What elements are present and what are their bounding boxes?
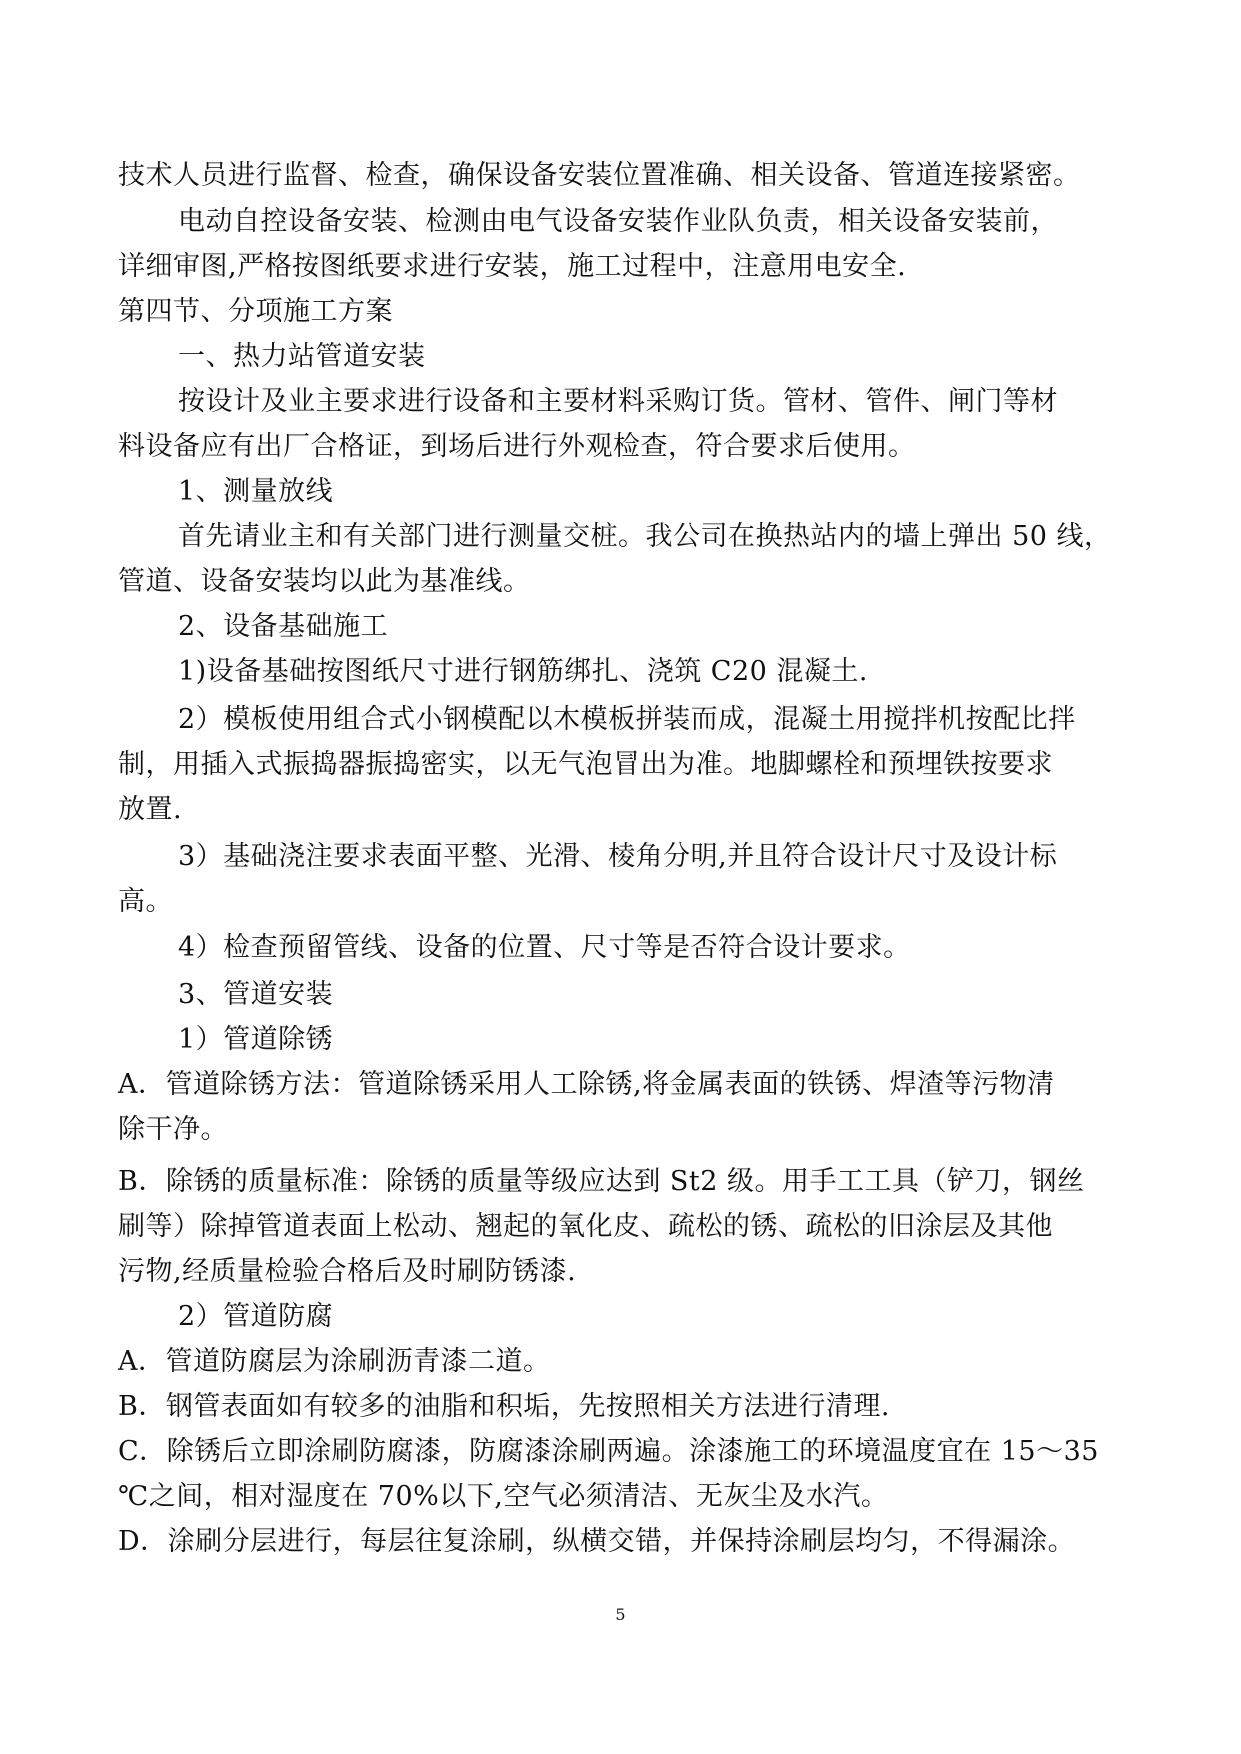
body-line: 技术人员进行监督、检查，确保设备安装位置准确、相关设备、管道连接紧密。 [118, 160, 1081, 191]
body-line: 放置. [118, 794, 183, 825]
body-line: 1)设备基础按图纸尺寸进行钢筋绑扎、浇筑 C20 混凝土. [178, 656, 868, 687]
item-heading: 2、设备基础施工 [178, 611, 389, 642]
body-line: 污物,经质量检验合格后及时刷防锈漆. [118, 1256, 577, 1287]
body-line: 电动自控设备安装、检测由电气设备安装作业队负责，相关设备安装前， [178, 206, 1058, 237]
body-line: 2）模板使用组合式小钢模配以木模板拼装而成，混凝土用搅拌机按配比拌 [178, 704, 1076, 735]
body-line: 制，用插入式振捣器振捣密实，以无气泡冒出为准。地脚螺栓和预埋铁按要求 [118, 749, 1053, 780]
body-line: ℃之间，相对湿度在 70%以下,空气必须清洁、无灰尘及水汽。 [118, 1481, 889, 1512]
item-heading: 3、管道安装 [178, 979, 334, 1010]
body-line: C．除锈后立即涂刷防腐漆，防腐漆涂刷两遍。涂漆施工的环境温度宜在 15～35 [118, 1436, 1099, 1467]
body-line: 3）基础浇注要求表面平整、光滑、棱角分明,并且符合设计尺寸及设计标 [178, 841, 1058, 872]
body-line: 管道、设备安装均以此为基准线。 [118, 566, 531, 597]
body-line: 4）检查预留管线、设备的位置、尺寸等是否符合设计要求。 [178, 932, 911, 963]
body-line: 除干净。 [118, 1114, 228, 1145]
body-line: B．钢管表面如有较多的油脂和积垢，先按照相关方法进行清理. [118, 1391, 890, 1422]
body-line: B．除锈的质量标准：除锈的质量等级应达到 St2 级。用手工工具（铲刀，钢丝 [118, 1166, 1085, 1197]
body-line: 按设计及业主要求进行设备和主要材料采购订货。管材、管件、闸门等材 [178, 386, 1058, 417]
body-line: 高。 [118, 886, 173, 917]
section-heading: 第四节、分项施工方案 [118, 296, 393, 327]
body-line: A．管道除锈方法：管道除锈采用人工除锈,将金属表面的铁锈、焊渣等污物清 [118, 1069, 1055, 1100]
item-heading: 2）管道防腐 [178, 1301, 334, 1332]
body-line: 详细审图,严格按图纸要求进行安装，施工过程中，注意用电安全. [118, 251, 907, 282]
body-line: D．涂刷分层进行，每层往复涂刷，纵横交错，并保持涂刷层均匀，不得漏涂。 [118, 1526, 1076, 1557]
item-heading: 1、测量放线 [178, 476, 334, 507]
body-line: A．管道防腐层为涂刷沥青漆二道。 [118, 1346, 551, 1377]
body-line: 首先请业主和有关部门进行测量交桩。我公司在换热站内的墙上弹出 50 线， [178, 521, 1112, 552]
subsection-heading: 一、热力站管道安装 [178, 341, 426, 372]
body-line: 料设备应有出厂合格证，到场后进行外观检查，符合要求后使用。 [118, 431, 916, 462]
body-line: 刷等）除掉管道表面上松动、翘起的氧化皮、疏松的锈、疏松的旧涂层及其他 [118, 1211, 1053, 1242]
item-heading: 1）管道除锈 [178, 1024, 334, 1055]
page-number: 5 [615, 1605, 626, 1624]
